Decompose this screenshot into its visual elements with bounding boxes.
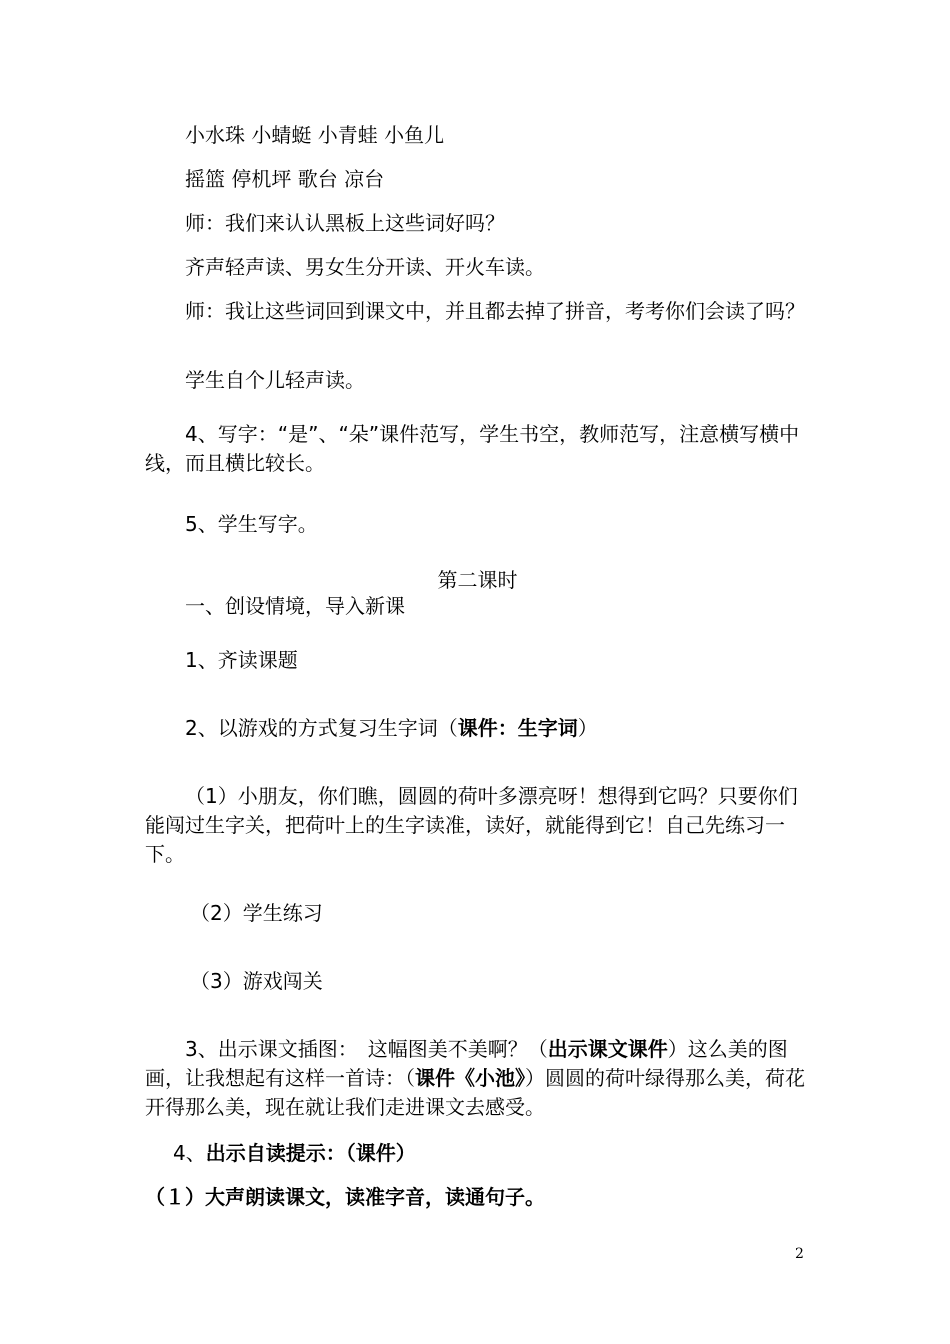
writing-step: 4、写字：“是”、“朵”课件范写，学生书空，教师范写，注意横写横中线，而且横比较长。 <box>145 422 800 475</box>
bold-span: 课件《小池》 <box>415 1066 525 1090</box>
word-list-2: 摇篮 停机坪 歌台 凉台 <box>185 167 385 191</box>
section-title: 第二课时 <box>437 568 518 592</box>
heading-intro: 一、创设情境，导入新课 <box>185 594 405 618</box>
step-read-title: 1、齐读课题 <box>185 648 298 672</box>
student-practice: （2）学生练习 <box>190 901 323 925</box>
prompt-item-1: （１）大声朗读课文，读准字音，读通句子。 <box>145 1185 545 1209</box>
text-span: 3、出示课文插图： 这幅图美不美啊？（ <box>185 1037 548 1061</box>
text-span: 4、 <box>173 1141 206 1165</box>
text-span: ） <box>577 716 598 740</box>
game-level: （3）游戏闯关 <box>190 969 323 993</box>
teacher-line-1: 师：我们来认认黑板上这些词好吗？ <box>185 211 505 235</box>
teacher-line-2: 师：我让这些词回到课文中，并且都去掉了拼音，考考你们会读了吗？ <box>185 299 805 323</box>
self-reading-prompt <box>145 1139 810 1168</box>
bold-span: 课件：生字词 <box>457 716 578 740</box>
word-list-1: 小水珠 小蜻蜓 小青蛙 小鱼儿 <box>185 123 445 147</box>
illustration-paragraph <box>145 1035 810 1122</box>
student-writing: 5、学生写字。 <box>185 512 318 536</box>
text-span: ）圆圆的荷叶绿得那么美，荷花开得那么美，现在就让我们走进课文去感受。 <box>145 1066 805 1119</box>
bold-span: 出示课文课件 <box>547 1037 668 1061</box>
bold-span: 出示自读提示：（课件） <box>205 1141 416 1165</box>
text-span: ）这么美的图画，让我想起有这样一首诗：（ <box>145 1037 788 1090</box>
step-review-words <box>145 714 810 743</box>
text-span: 2、以游戏的方式复习生字词（ <box>185 716 458 740</box>
game-intro-paragraph: （1）小朋友，你们瞧，圆圆的荷叶多漂亮呀！想得到它吗？只要你们能闯过生字关，把荷叶上的生字读准，读好，就能得到它！自己先练习一下。 <box>145 784 798 866</box>
reading-method: 齐声轻声读、男女生分开读、开火车读。 <box>185 255 545 279</box>
page-number: 2 <box>795 1246 804 1262</box>
student-reading: 学生自个儿轻声读。 <box>185 368 365 392</box>
